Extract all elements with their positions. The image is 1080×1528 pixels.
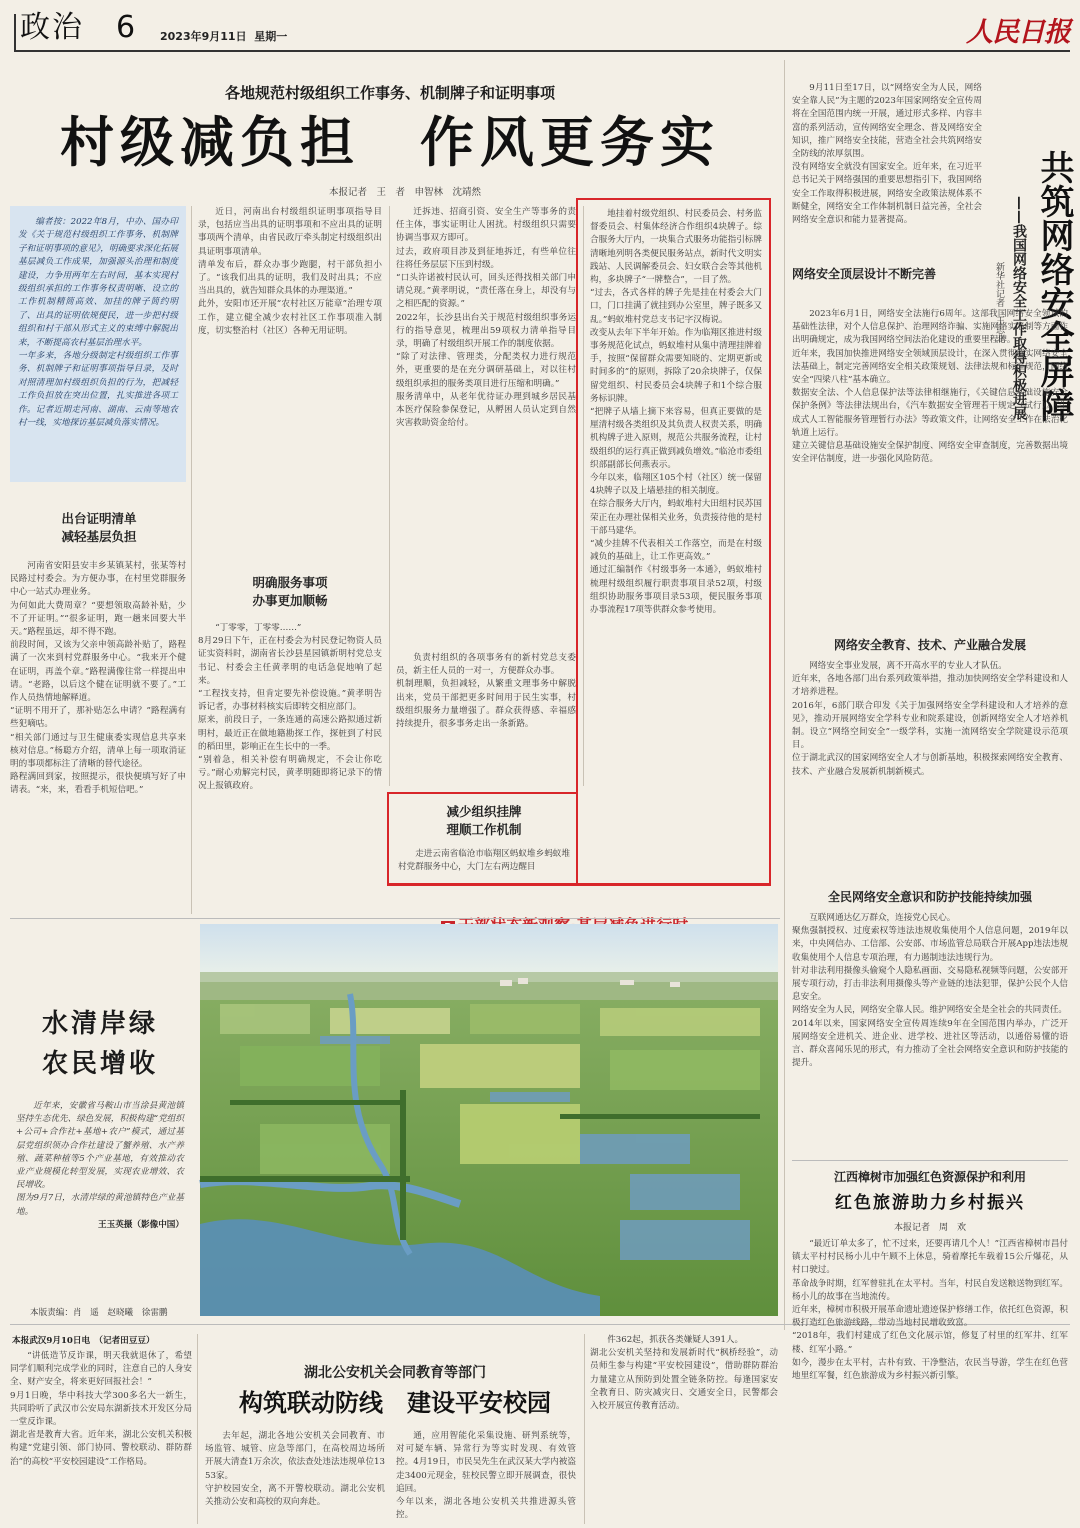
right-h4-kicker: 江西樟树市加强红色资源保护和利用 [833, 1170, 1026, 1184]
lead-byline: 本报记者 王 者 申智林 沈靖然 [328, 187, 481, 198]
right-p1: 2023年6月1日，网络安全法施行6周年。这部我国网络安全领域的基础性法律，对个人信息保护、治理网络诈骗、实施网络实名制等方面作出明确规定，成为我国网络空间法治化建设的重要里程碑。 近年来，我国加快推进网络安全领域顶层设计，在深入贯彻落实网络安全法基础上，制定完善网络安全相关政策规划、法律法规和标准规范，网络安全“四梁八柱”基本确立。 数据安全法、个人信息保护法等法律相继施行，《关键信息基础设施安全保护条例》等法律法规出台，《汽车数据安全管理若干规定（试行）》《生成式人工智能服务管理暂行办法》等政策文件，让网络安全工作在法治化轨道上运行。 建立关键信息基础设施安全保护制度、网络安全审查制度，完善数据出境安全评估制度，进一步强化风险防范。 [792, 309, 1068, 465]
page-editors: 本版责编：肖 遥 赵晓曦 徐雷鹏 [30, 1308, 168, 1318]
page-header [0, 0, 1080, 56]
column-rule [584, 1334, 585, 1524]
right-h2: 网络安全教育、技术、产业融合发展 [833, 638, 1026, 652]
editor-note-box [10, 206, 186, 482]
divider-photo-top [10, 918, 780, 919]
right-p3: 互联网通达亿万群众，连接党心民心。 聚焦强制授权、过度索权等违法违规收集使用个人信息问题，2019年以来，中央网信办、工信部、公安部、市场监管总局联合开展App违法违规收集使用个人信息专项治理，有力遏制违法违规行为。 针对非法利用摄像头偷窥个人隐私画面、交易隐私视频等问题，公安部开展专项行动，打击非法利用摄像头等产业链的违法犯罪，保护公民个人信息安全。 网络安全为人民，网络安全靠人民。维护网络安全是全社会的共同责任。 2014年以来，国家网络安全宣传周连续9年在全国范围内举办，广泛开展网络安全进机关、进企业、进学校、进社区等活动，以通俗易懂的语言、群众喜闻乐见的形式，有力推动了全社会网络安全意识和防护技能的提升。 [792, 913, 1068, 1069]
box-subheading: 减少组织挂牌 理顺工作机制 [446, 804, 522, 837]
article-body-col3: 迁拆违、招商引资、安全生产等事务的责任主体，事实证明让人困扰。村级组织只需要协调当事双方即可。 过去，政府项目涉及到征地拆迁，有些单位往往将任务层层下压到村级。 “口头许诺被村民认可，回头还得找相关部门申请兑现。”黄孝明说，“责任落在身上，却没有与之相匹配的资源。” 2022年，长沙县出台关于规范村级组织事务运行的指导意见，梳理出59项权力清单指导目录，明确了村级组织开展工作的制度依据。 “除了对法律、管理类，分配类权力进行规范外，更重要的是在充分调研基础上，对以往村级组织承担的服务类项目进行压缩和明确。” 服务清单中，从老年优待证办理到城乡居民基本医疗保险参保登记，从孵困人员认定到自然灾害救助资金给付。 [396, 207, 576, 429]
article-body-col2: 近日，河南出台村级组织证明事项指导目录，包括应当出具的证明事项和不应出具的证明事项两个清单，由省民政厅牵头制定村级组织出具证明事项清单。 清单发布后，群众办事少跑腿，村干部负担小了。“该我们出具的证明，我们及时出具；不应当出具的，就告知群众具体的办理渠道。” 此外，安阳市还开展“农村社区万能章”治理专项工作，建立健全减少农村社区工作事项准入制度，切实整治村（社区）各种无用证明。 [198, 207, 382, 336]
right-h1: 网络安全顶层设计不断完善 [792, 267, 937, 281]
photo-title: 水清岸绿 农民增收 [41, 1009, 158, 1079]
column-rule [784, 60, 785, 1330]
bottom-left-text: “讲低造节反诈课，明天我就退休了，希望同学们顺利完成学业的同时，注意自己的人身安全、财产安全，将来更好回报社会！” 9月1日晚，华中科技大学300多名大一新生，共同聆听了武汉市公安局东湖新技术开发区分局一堂反诈课。 湖北省是教育大省。近年来，湖北公安机关积极构建“党建引领、部门协同、警校联动、群防群治”的高校“平安校园建设”工作格局。 [10, 1351, 192, 1467]
right-byline4: 本报记者 周 欢 [893, 1223, 966, 1233]
header-rule [14, 50, 1070, 52]
landscape-photo [200, 924, 778, 1316]
article-body-col1: 河南省安阳县安丰乡某镇某村，张某等村民路过村委会。为方便办事，在村里党群服务中心一站式办理业务。 为何如此大费周章？“要想领取高龄补贴，少不了开证明。”“很多证明，跑一趟来回要大半天。”路程虽远，却不得不跑。 前段时间，又该为父亲申领高龄补贴了，路程满了一次来到村党群服务中心。“我来开个健在证明，再盖个章。”路程满像往常一样提出申请。“老路，以后这个健在证明就不要了。”工作人员热情地解释道。 “证明不用开了，那补贴怎么申请？”路程满有些犯嘀咕。 “相关部门通过与卫生健康委实现信息共享来核对信息。”杨聪方介绍，清单上每一项取消证明的事项都标注了清晰的替代途径。 路程满回到家，按照提示，很快便填写好了申请表。“来，来，看看手机短信吧。” [10, 561, 186, 796]
subheading-services: 明确服务事项 办事更加顺畅 [252, 575, 328, 608]
right-byline: 新华社记者 王思北 [994, 262, 1004, 343]
subheading-certificates: 出台证明清单 减轻基层负担 [61, 511, 137, 544]
right-h4-title: 红色旅游助力乡村振兴 [835, 1193, 1025, 1213]
section-label: 政治 [20, 10, 84, 45]
lead-kicker: 各地规范村级组织工作事务、机制牌子和证明事项 [224, 84, 555, 102]
series-banner [430, 890, 760, 914]
right-h3: 全民网络安全意识和防护技能持续加强 [827, 890, 1032, 904]
column-rule [197, 1334, 198, 1524]
column-rule [191, 206, 192, 914]
header-corner [14, 14, 16, 52]
box-lead-text: 走进云南省临沧市临翔区蚂蚁堆乡蚂蚁堆村党群服务中心，大门左右两边醒目 [398, 849, 570, 873]
bottom-dateline: 本报武汉9月10日电 （记者田豆豆） [12, 1336, 155, 1346]
issue-date: 2023年9月11日 星期一 [160, 30, 288, 43]
right-p4: “最近订单太多了，忙不过来，还要再请几个人！”江西省樟树市昌付镇太平村村民杨小儿中午顾不上休息，骑着摩托车载着15公斤爆花，从村口驶过。 革命战争时期，红军曾驻扎在太平村。当年，村民自发送粮送物到红军。杨小儿的故事在当地流传。 近年来，樟树市积极开展革命遗址遗迹保护修缮工作，依托红色资源，积极打造红色旅游线路，带动当地村民增收致富。 “2018年，我们村建成了红色文化展示馆，修复了村里的红军井、红军楼、红军小路。” 如今，漫步在太平村，古朴有致、干净整洁，农民当导游，学生在红色营地里红军餐，红色旅游成为乡村振兴新引擎。 [792, 1239, 1068, 1382]
bottom-mid-text-2: 通，应用智能化采集设施、研判系统等，对可疑车辆、异常行为等实时发现、有效管控。4月19日，市民吴先生在武汉某大学内被盗走3400元现金，驻校民警立即开展调查，很快追回。 今年以来，湖北各地公安机关共推进源头管控。 [396, 1431, 576, 1521]
lead-title: 村级减负担 作风更务实 [60, 111, 720, 174]
bottom-title: 构筑联动防线 建设平安校园 [239, 1389, 551, 1417]
editor-note-text: 编者按：2022年8月，中办、国办印发《关于规范村级组织工作事务、机制牌子和证明事项的意见》，明确要求深化拓展基层减负工作成果，加强源头治理和制度建设，力争用两年左右时间，基本实现村级组织承担的工作事务权责明晰、设立的工作机制精简高效、加挂的牌子简约明了、出具的证明依规便民，进一步把村级组织和村干部从形式主义的束缚中解脱出来，不断提高农村基层治理水平。 一年多来，各地分级制定村级组织工作事务、机制牌子和证明事项指导目录，及时对照清理加村级组织负担的行为，把减轻工作负担放在突出位置，扎实推进各项工作。记者近期走河南、湖南、云南等地农村一线，实地探访基层减负落实情况。 [18, 217, 178, 429]
column-rule [389, 206, 390, 786]
article-body-col3b: 负责村组织的各项事务有的新村党总支委员，新主任人员的一对一，方便群众办事。 机制理顺，负担减轻，从繁重文理事务中解脱出来，党员干部把更多时间用于民生实事，村级组织服务力量增强了。群众获得感、幸福感持续提升，很多事务走出一条新路。 [396, 653, 576, 730]
article-body-col2b: “丁零零，丁零零……” 8月29日下午，正在村委会为村民登记物资人员证实资料时，湖南省长沙县星园镇新明村党总支书记、村委会主任黄孝明的电话急促地响了起来。 “工程找支持，但肯定要先补偿设施。”黄孝明告诉记者，办事材料核实后即转交相应部门。 原来，前段日子，一条连通的高速公路拟通过新明村，最近正在做地籍勘探工作，探桩到了村民的稻田里，影响正在生长中的一季。 “别着急，相关补偿有明确规定，不会让你吃亏。”耐心劝解完村民，黄孝明随即将记录下的情况上报镇政府。 [198, 623, 382, 792]
photo-credit: 王玉英摄（影像中国） [98, 1220, 184, 1230]
right-intro: 9月11日至17日，以“网络安全为人民，网络安全靠人民”为主题的2023年国家网络安全宣传周将在全国范围内统一开展，通过形式多样、内容丰富的系列活动，宣传网络安全理念、普及网络安全知识，推广网络安全技能，营造全社会共筑网络安全防线的浓厚氛围。 没有网络安全就没有国家安全。近年来，在习近平总书记关于网络强国的重要思想指引下，我国网络安全工作取得积极进展，网络安全政策法规体系不断健全，网络安全工作体制机制日益完善，全社会网络安全意识和能力显著提高。 [792, 83, 982, 226]
bottom-kicker: 湖北公安机关会同教育等部门 [304, 1365, 486, 1381]
photo-caption: 近年来，安徽省马鞍山市当涂县黄池镇坚持生态优先、绿色发展，积极构建“党组织+公司+合作社+基地+农户”模式，通过基层党组织领办合作社建设了蟹养殖、水产养殖、蔬菜种植等5个产业基地，有效推动农业产业规模化转型发展，实现农业增效、农民增收。 图为9月7日，水清岸绿的黄池镇特色产业基地。 [16, 1101, 184, 1217]
bottom-mid-text-1: 去年起，湖北各地公安机关会同教育、市场监管、城管、应急等部门，在高校周边场所开展大清查1万余次，依法查处违法违规单位1353家。 守护校园安全，离不开警校联动。湖北公安机关推动公安和高校的双向奔赴。 [205, 1431, 385, 1508]
right-divider [792, 1160, 1068, 1161]
page-number: 6 [116, 10, 136, 45]
right-subheading: ——我国网络安全工作取得积极进展 [1011, 196, 1027, 420]
article-body-col4: 地挂着村级党组织、村民委员会、村务监督委员会、村集体经济合作组织4块牌子。综合服务大厅内，一块集合式服务功能指引标牌清晰地列明各类便民服务站点，新时代文明实践站、人民调解委员会、妇女联合会等其他机构，多块牌子“一牌整合”，一目了然。 “过去，各式各样的牌子先是挂在村委会大门口，门口挂满了就挂到办公室里，牌子既多又乱。”蚂蚁堆村党总支书记字汉梅说。 改变从去年下半年开始。作为临翔区推进村级事务规范化试点，蚂蚁堆村从集中清理挂牌着手，按照“保留群众需要知晓的、定期更新或时间多的”的原则，拆除了20余块牌子，仅保留党组织、村民委员会4块牌子和1个综合服务标识牌。 “把牌子从墙上摘下来容易，但真正要做的是厘清村级各类组织及其负责人权责关系，明确机构牌子进入原则，规范公共服务流程，让村级组织的运行真正做到减负增效。”临沧市委组织部副部长何燕表示。 今年以来，临翔区105个村（社区）统一保留4块牌子以及上墙悬挂的相关制度。 在综合服务大厅内，蚂蚁堆村大田组村民苏国荣正在办理社保相关业务，负责接待他的是村干部马建华。 “减少挂牌不代表相关工作落空，而是在村级减负的基础上，让工作更高效。” 通过汇编制作《村级事务一本通》，蚂蚁堆村梳理村级组织履行职责事项目录52项，村级组织协助服务事项目录53项，便民服务事项办事流程17项等供群众参考使用。 [590, 209, 762, 616]
newspaper-logo: 人民日报 [966, 17, 1070, 48]
right-p2: 网络安全事业发展，离不开高水平的专业人才队伍。 近年来，各地各部门出台系列政策举措，推动加快网络安全学科建设和人才培养进程。 2016年，6部门联合印发《关于加强网络安全学科建设和人才培养的意见》，推动开展网络安全学科专业和院系建设，创新网络安全人才培养机制。设立“网络空间安全”一级学科，实施一流网络安全学院建设示范项目。 位于湖北武汉的国家网络安全人才与创新基地，积极探索网络安全教育、技术、产业融合发展新机制新模式。 [792, 661, 1068, 777]
bottom-right-text: 件362起，抓获各类嫌疑人391人。 湖北公安机关坚持和发展新时代“枫桥经验”，动员师生参与构建“平安校园建设”，借助群防群治力量建立从预防到处置全链条防控。每逢国家安全教育日、防灾减灾日、交通安全日，民警都会入校开展宣传教育活动。 [590, 1335, 778, 1412]
right-main-heading: 共筑网络安全屏障 [1034, 150, 1074, 422]
red-box-bottom [387, 883, 771, 886]
